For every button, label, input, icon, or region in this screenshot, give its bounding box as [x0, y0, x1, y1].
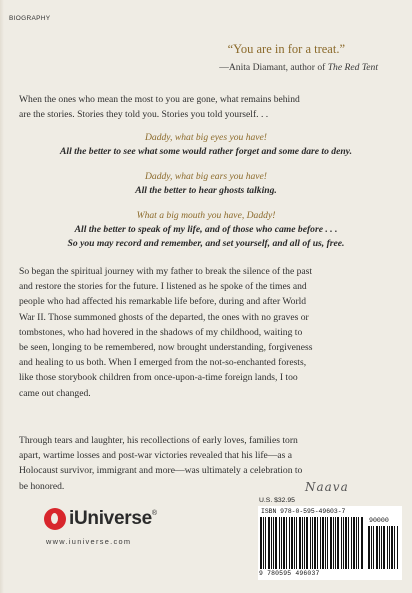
body-line: like those storybook children from once-upon-a-time foreign lands, I too	[19, 372, 298, 384]
barcode-bar	[394, 526, 395, 569]
barcode-bar	[314, 517, 316, 569]
barcode-bar	[299, 517, 301, 569]
body-line: apart, wartime losses and post-war victories revealed that his life—as a	[19, 450, 293, 462]
barcode-bar	[361, 517, 363, 569]
body-line: Through tears and laughter, his recollections of early loves, families torn	[19, 435, 298, 446]
verse-question: Daddy, what big eyes you have!	[144, 132, 268, 143]
barcode-bar	[335, 517, 336, 569]
barcode-bar	[389, 526, 390, 569]
body-line: War II. Those summoned ghosts of the departed, the ones with no graves or	[19, 311, 309, 323]
body-line: tombstones, who had hovered in the shadows of my childhood, waiting to	[19, 326, 303, 338]
barcode-bar	[383, 526, 385, 569]
blurb-attribution	[219, 62, 378, 73]
price-label: U.S. $32.95	[259, 497, 295, 504]
barcode-bar	[273, 517, 274, 569]
barcode-bar	[306, 517, 308, 569]
barcode-bar	[356, 517, 357, 569]
barcode-bar	[330, 517, 332, 569]
barcode-bar	[279, 517, 280, 569]
barcode-bar	[343, 517, 344, 569]
barcode-bar	[312, 517, 313, 569]
ean-barcode-bars	[260, 517, 364, 569]
barcode-bar	[286, 517, 287, 569]
body-line: So began the spiritual journey with my father to break the silence of the past	[19, 266, 313, 277]
barcode-bar	[289, 517, 290, 569]
price-addon-bars	[368, 526, 400, 569]
verse-answer: So you may record and remember, and set yourself, and all of us, free.	[67, 238, 345, 249]
barcode-bar	[351, 517, 352, 569]
verse-mouth	[0, 209, 412, 251]
attribution-prefix: —Anita Diamant, author of	[219, 62, 328, 73]
barcode-bar	[265, 517, 266, 569]
body-line: and restore the stories for the future. I listened as he spoke of the times and	[19, 281, 307, 293]
barcode-bar	[373, 526, 374, 569]
publisher-url: www.iuniverse.com	[46, 537, 132, 546]
barcode-bar	[341, 517, 342, 569]
barcode-bar	[263, 517, 264, 569]
barcode-bar	[371, 526, 372, 569]
verse-answer: All the better to see what some would rather forget and some dare to deny.	[60, 146, 352, 157]
barcode-bar	[379, 526, 380, 569]
ean-number: 9 780595 496037	[259, 570, 320, 577]
publisher-name: iUniverse	[69, 508, 152, 529]
barcode-bar	[281, 517, 282, 569]
barcode-bar	[397, 526, 398, 569]
barcode-bar	[333, 517, 334, 569]
barcode-bar	[387, 526, 388, 569]
barcode-bar	[337, 517, 339, 569]
intro-paragraph	[19, 92, 399, 122]
body-paragraph-1	[19, 264, 399, 401]
barcode-bar	[271, 517, 272, 569]
intro-line: When the ones who mean the most to you are gone, what remains behind	[19, 94, 300, 105]
barcode-bar	[317, 517, 318, 569]
barcode-bar	[353, 517, 355, 569]
spine-edge	[0, 0, 4, 593]
verse-answer: All the better to speak of my life, and of those who came before . . .	[74, 224, 338, 235]
barcode-bar	[327, 517, 328, 569]
barcode-bar	[322, 517, 324, 569]
verse-eyes	[0, 131, 412, 159]
publisher-logo-icon	[44, 508, 66, 530]
verse-ears	[0, 170, 412, 198]
barcode-bar	[310, 517, 311, 569]
isbn-barcode	[258, 506, 402, 580]
barcode-bar	[260, 517, 262, 569]
barcode-bar	[368, 526, 370, 569]
verse-question: What a big mouth you have, Daddy!	[136, 210, 276, 221]
barcode-bar	[304, 517, 305, 569]
barcode-bar	[320, 517, 321, 569]
body-line: came out changed.	[19, 387, 91, 399]
barcode-bar	[391, 526, 393, 569]
barcode-bar	[348, 517, 349, 569]
barcode-bar	[345, 517, 347, 569]
barcode-bar	[358, 517, 359, 569]
author-signature: Naava	[305, 480, 349, 494]
barcode-bar	[294, 517, 295, 569]
barcode-bar	[291, 517, 293, 569]
body-line: people who had affected his remarkable life before, during and after World	[19, 296, 307, 308]
intro-line: are the stories. Stories they told you. Stories you told yourself. . .	[19, 109, 269, 121]
attribution-title: The Red Tent	[327, 62, 378, 73]
barcode-bar	[302, 517, 303, 569]
category-label: BIOGRAPHY	[9, 15, 51, 22]
verse-answer: All the better to hear ghosts talking.	[135, 185, 277, 196]
price-code: 90000	[369, 517, 389, 524]
registered-mark: ®	[151, 510, 158, 517]
barcode-bar	[275, 517, 277, 569]
body-line: and healing to us both. When I emerged from the not-so-enchanted forests,	[19, 357, 307, 369]
barcode-bar	[296, 517, 297, 569]
verse-question: Daddy, what big ears you have!	[144, 171, 268, 182]
barcode-bar	[268, 517, 270, 569]
body-line: be seen, longing to be remembered, now brought understanding, forgiveness	[19, 342, 313, 354]
publisher-logo	[44, 508, 157, 530]
body-line: Holocaust survivor, immigrant and more—was ultimately a celebration to	[19, 465, 303, 477]
barcode-bar	[376, 526, 378, 569]
body-line: be honored.	[19, 480, 65, 492]
barcode-bar	[381, 526, 382, 569]
blurb-quote: “You are in for a treat.”	[227, 42, 345, 56]
barcode-bar	[325, 517, 326, 569]
isbn-text: ISBN 978-0-595-49603-7	[261, 508, 346, 515]
barcode-bar	[283, 517, 285, 569]
